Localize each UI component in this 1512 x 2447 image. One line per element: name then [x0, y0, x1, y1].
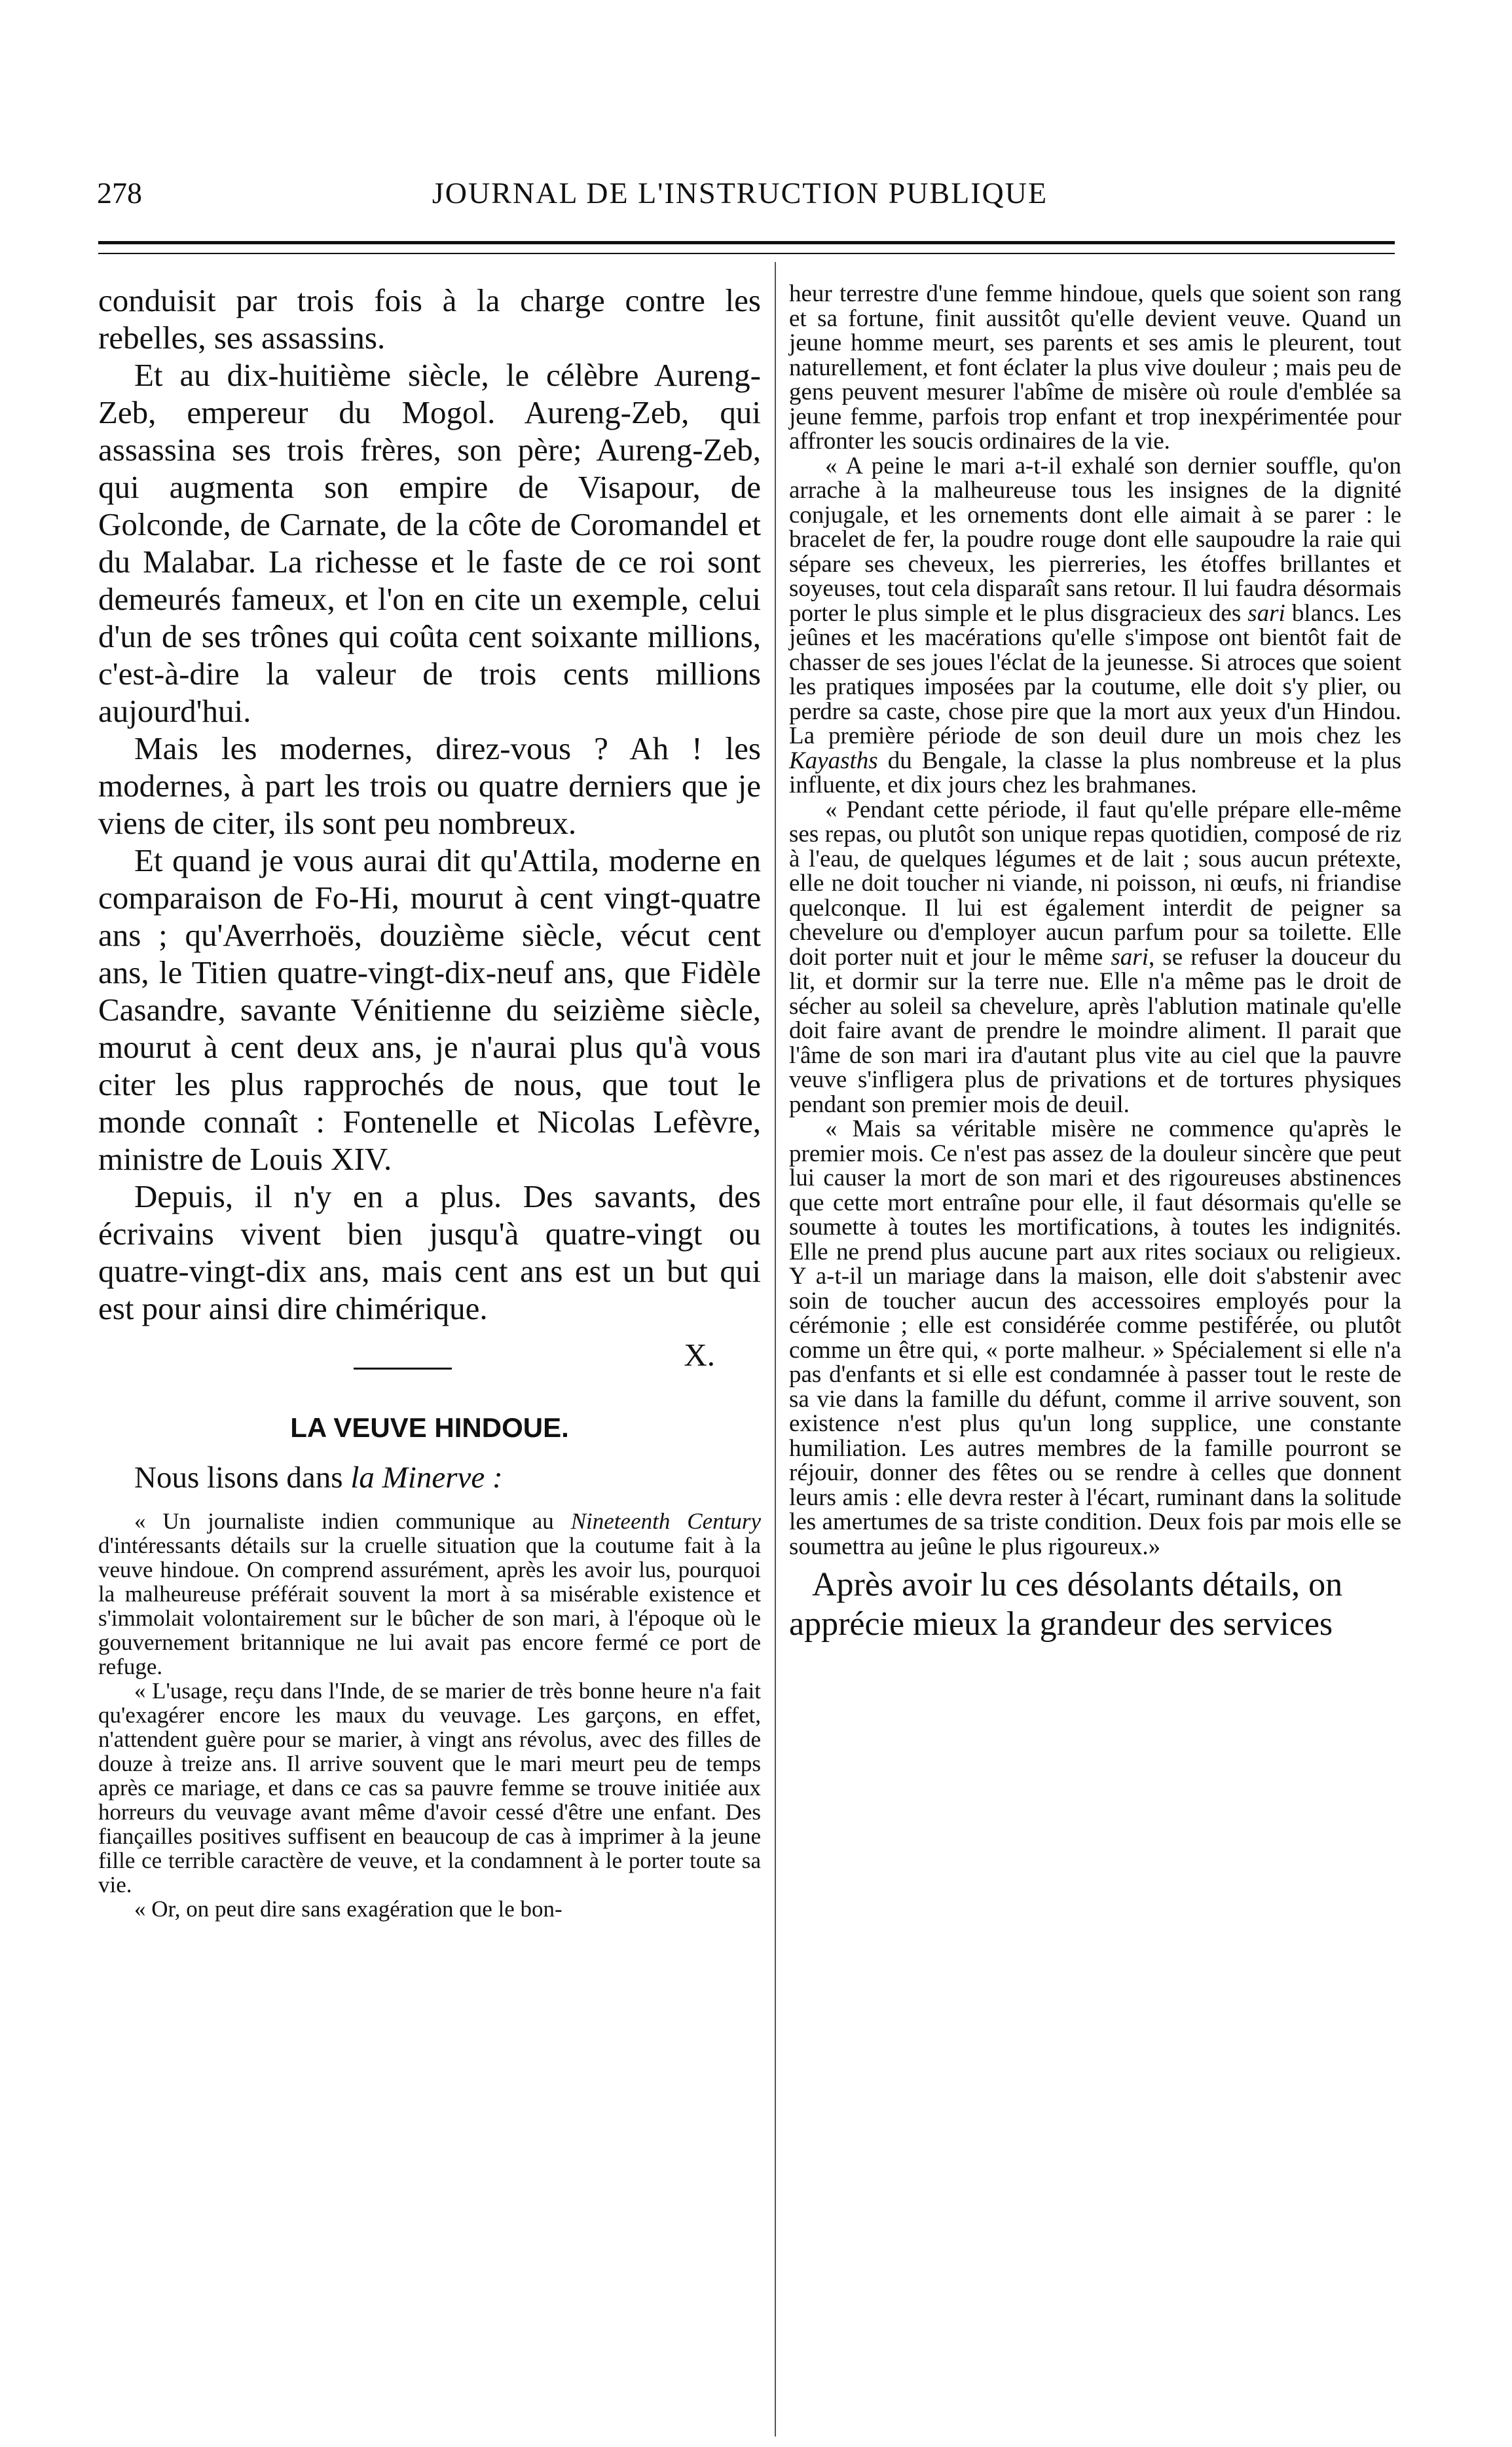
quote-text: « Un journaliste indien communique au	[134, 1508, 571, 1534]
closing-paragraph: Après avoir lu ces désolants détails, on apprécie mieux la grandeur des services	[789, 1566, 1343, 1643]
quote-text: « Pendant cette période, il faut qu'elle prépare elle-même ses repas, ou plutôt son unique repas quotidien, composé de riz à l'eau, de quelques légumes et de lait ; sous aucun prétexte, elle ne doit toucher ni viande, ni poisson, ni œufs, ni friandise quelconque. Il lui est également interdit de peigner sa chevelure ou d'employer aucun parfum pour sa toilette. Elle doit porter nuit et jour le même	[789, 796, 1401, 971]
intro-prefix: Nous lisons dans	[134, 1461, 351, 1495]
author-signature-block	[98, 1336, 761, 1375]
intro-source: la Minerve :	[350, 1461, 503, 1495]
page-header	[92, 176, 1388, 221]
quote-paragraph	[789, 454, 1401, 798]
quote-emphasis: Nineteenth Century	[570, 1508, 761, 1534]
paragraph: conduisit par trois fois à la charge contre les rebelles, ses assassins.	[98, 282, 761, 356]
signature-rule	[354, 1368, 452, 1370]
quote-emphasis: sari	[1111, 943, 1149, 971]
quote-text: d'intéressants détails sur la cruelle situation que la coutume fait à la veuve hindoue. On comprend assurément, après les avoir lus, pourquoi la malheureuse préférait souvent la mort à sa misérable existence et s'immolait volontairement sur le bûcher de son mari, à l'époque où le gouvernement britannique ne lui avait pas encore fermé ce port de refuge.	[98, 1533, 761, 1679]
quote-paragraph: « Mais sa véritable misère ne commence qu'après le premier mois. Ce n'est pas assez de la douleur sincère que peut lui causer la mort de son mari et des rigoureuses abstinences que cette mort entraîne pour elle, il faut désormais qu'elle se soumette à toutes les mortifications, à toutes les indignités. Elle ne prend plus aucune part aux rites sociaux ou religieux. Y a-t-il un mariage dans la maison, elle doit s'abstenir avec soin de toucher aucun des accessoires employés pour la cérémonie ; elle est considérée comme pestiférée, ou plutôt comme un être qui, « porte malheur. » Spécialement si elle n'a pas d'enfants et si elle est condamnée à passer tout le reste de sa vie dans la famille du défunt, comme il arrive souvent, son existence n'est plus qu'un long supplice, une constante humiliation. Les autres membres de la famille pourront se réjouir, donner des fêtes ou se rendre à celles que donnent leurs amis : elle devra rester à l'écart, ruminant dans la solitude les amertumes de sa triste condition. Deux fois par mois elle se soumettra au jeûne le plus rigoureux.»	[789, 1115, 1401, 1560]
paragraph: Mais les modernes, direz-vous ? Ah ! les modernes, à part les trois ou quatre derniers que je viens de citer, ils sont peu nombreux.	[98, 730, 761, 841]
quote-text: du Bengale, la classe la plus nombreuse et la plus influente, et dix jours chez les brahmanes.	[789, 747, 1401, 798]
paragraph: Et quand je vous aurai dit qu'Attila, moderne en comparaison de Fo-Hi, mourut à cent vingt-quatre ans ; qu'Averrhoës, douzième siècle, vécut cent ans, le Titien quatre-vingt-dix-neuf ans, que Fidèle Casandre, savante Vénitienne du seizième siècle, mourut à cent deux ans, je n'aurai plus qu'à vous citer les plus rapprochés de nous, que tout le monde connaît : Fontenelle et Nicolas Lefèvre, ministre de Louis XIV.	[98, 842, 761, 1177]
left-column	[98, 282, 761, 1921]
header-rule-thick	[98, 241, 1395, 244]
quote-text: « A peine le mari a-t-il exhalé son dernier souffle, qu'on arrache à la malheureuse tous les insignes de la dignité conjugale, et les ornements dont elle aimait à se parer : le bracelet de fer, la poudre rouge dont elle saupoudre la raie qui sépare ses cheveux, les pierreries, les étoffes brillantes et soyeuses, tout cela disparaît sans retour. Il lui faudra désormais porter le plus simple et le plus disgracieux des	[789, 452, 1401, 627]
quote-paragraph	[789, 798, 1401, 1117]
paragraph: Et au dix-huitième siècle, le célèbre Aureng-Zeb, empereur du Mogol. Aureng-Zeb, qui assassina ses trois frères, son père; Aureng-Zeb, qui augmenta son empire de Visapour, de Golconde, de Carnate, de la côte de Coromandel et du Malabar. La richesse et le faste de ce roi sont demeurés fameux, et l'on en cite un exemple, celui d'un de ses trônes qui coûta cent soixante millions, c'est-à-dire la valeur de trois cents millions aujourd'hui.	[98, 357, 761, 729]
quote-paragraph: « L'usage, reçu dans l'Inde, de se marier de très bonne heure n'a fait qu'exagérer encore les maux du veuvage. Les garçons, en effet, n'attendent guère pour se marier, à vingt ans révolus, avec des filles de douze à treize ans. Il arrive souvent que le mari meurt peu de temps après ce mariage, et dans ce cas sa pauvre femme se trouve initiée aux horreurs du veuvage avant même d'avoir cessé d'être une enfant. Des fiançailles positives suffisent en beaucoup de cas à imprimer à la jeune fille ce terrible caractère de veuve, et la condamnent à le porter toute sa vie.	[98, 1678, 761, 1897]
author-signature: X.	[684, 1337, 715, 1373]
quote-emphasis: Kayasths	[789, 747, 878, 774]
quote-paragraph	[98, 1509, 761, 1679]
quote-paragraph: heur terrestre d'une femme hindoue, quels que soient son rang et sa fortune, finit aussitôt qu'elle devient veuve. Quand un jeune homme meurt, ses parents et ses amis le pleurent, tout naturellement, et font éclater la plus vive douleur ; mais peu de gens peuvent mesurer l'abîme de misère où roule d'emblée sa jeune femme, parfois trop enfant et trop inexpérimentée pour affronter les soucis ordinaires de la vie.	[789, 280, 1401, 455]
right-column	[789, 282, 1401, 1644]
quote-text: blancs. Les jeûnes et les macérations qu'elle s'impose ont bientôt fait de chasser de ses joues l'éclat de la jeunesse. Si atroces que soient les pratiques imposées par la coutume, elle doit s'y plier, ou perdre sa caste, chose pire que la mort aux yeux d'un Hindou. La première période de son deuil dure un mois chez les	[789, 599, 1402, 749]
running-title: JOURNAL DE L'INSTRUCTION PUBLIQUE	[432, 176, 1048, 210]
page-number: 278	[97, 176, 142, 210]
header-rule-thin	[98, 253, 1395, 254]
paragraph: Depuis, il n'y en a plus. Des savants, des écrivains vivent bien jusqu'à quatre-vingt ou quatre-vingt-dix ans, mais cent ans est un but qui est pour ainsi dire chimérique.	[98, 1178, 761, 1326]
quote-text: , se refuser la douceur du lit, et dormir sur la terre nue. Elle n'a même pas le droit de sécher au soleil sa chevelure, après l'ablution matinale qu'elle doit faire avant de prendre le moindre aliment. Il parait que l'âme de son mari ira d'autant plus vite au ciel que la pauvre veuve s'infligera plus de privations et de tortures physiques pendant son premier mois de deuil.	[789, 943, 1402, 1118]
quote-paragraph: « Or, on peut dire sans exagération que le bon-	[134, 1896, 562, 1922]
intro-line	[98, 1458, 761, 1497]
quote-emphasis: sari	[1247, 599, 1285, 627]
section-title: LA VEUVE HINDOUE.	[290, 1412, 569, 1443]
column-divider	[775, 262, 776, 2437]
